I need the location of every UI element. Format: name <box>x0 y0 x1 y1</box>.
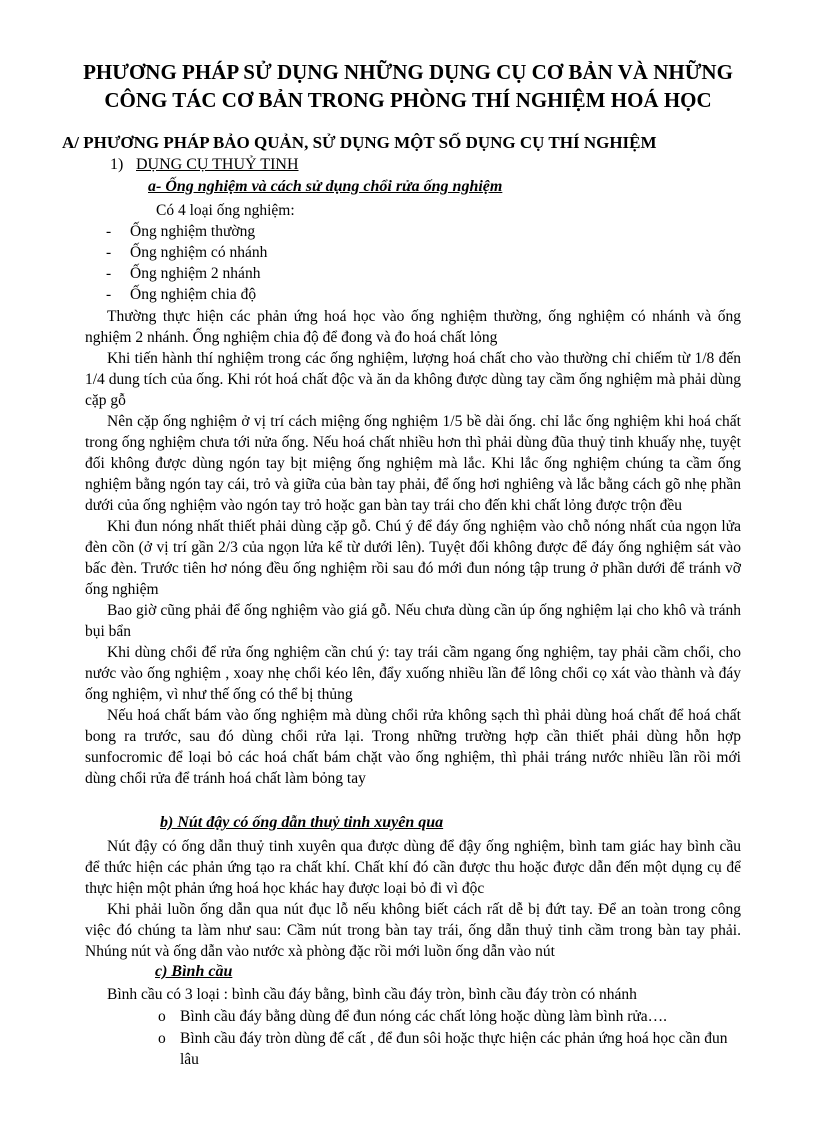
heading-number: 1) <box>110 156 124 173</box>
subheading-a: a- Ống nghiệm và cách sử dụng chổi rửa ống nghiệm <box>148 178 503 195</box>
list-item: - Ống nghiệm 2 nhánh <box>106 265 261 282</box>
paragraph: Khi phải luồn ống dẫn qua nút đục lỗ nếu không biết cách rất dễ bị đứt tay. Để an toàn trong công việc đó chúng ta làm như sau: Cầm nút trong bàn tay trái, ống dẫn thuỷ tinh cầm trong bàn tay phải. Nhúng nút và ống dẫn vào nước xà phòng đặc rồi mới luồn ống dẫn vào nút <box>85 901 741 960</box>
paragraph: Khi dùng chổi để rửa ống nghiệm cần chú ý: tay trái cầm ngang ống nghiệm, tay phải cầm chổi, cho nước vào ống nghiệm , xoay nhẹ chổi kéo lên, đẩy xuống nhiều lần để lông chổi cọ xát vào thành và đáy ống nghiệm, vì như thế ống có thể bị thủng <box>85 644 741 703</box>
section-a-body <box>85 306 741 789</box>
list-item: - Ống nghiệm thường <box>106 223 256 240</box>
paragraph: Thường thực hiện các phản ứng hoá học vào ống nghiệm thường, ống nghiệm có nhánh và ống nghiệm 2 nhánh. Ống nghiệm chia độ để đong và đo hoá chất lỏng <box>85 308 741 346</box>
list-item: o Bình cầu đáy bằng dùng để đun nóng các chất lỏng hoặc dùng làm bình rửa…. <box>158 1008 668 1025</box>
paragraph: Nếu hoá chất bám vào ống nghiệm mà dùng chổi rửa không sạch thì phải dùng hoá chất để hoá chất bong ra trước, sau đó dùng chổi rửa lại. Trong những trường hợp cần thiết phải dùng hỗn hợp sunfocromic để loại bỏ các hoá chất bám chặt vào ống nghiệm, thì phải tráng nước nhiều lần rồi mới dùng chổi rửa để tránh hoá chất làm bỏng tay <box>85 707 741 787</box>
paragraph: Bao giờ cũng phải để ống nghiệm vào giá gỗ. Nếu chưa dùng cần úp ống nghiệm lại cho khô và tránh bụi bẩn <box>85 602 741 640</box>
paragraph: Nút đậy có ống dẫn thuỷ tinh xuyên qua được dùng để đậy ống nghiệm, bình tam giác hay bình cầu để thức hiện các phản ứng tạo ra chất khí. Chất khí đó cần được thu hoặc được dẫn đến một dụng cụ để thực hiện một phản ứng hoá học khác hay được loại bỏ đi vì độc <box>85 838 741 897</box>
heading-text: DỤNG CỤ THUỶ TINH <box>136 156 299 173</box>
section-b-body <box>85 836 741 962</box>
document-title-line-2: CÔNG TÁC CƠ BẢN TRONG PHÒNG THÍ NGHIỆM HOÁ HỌC <box>104 88 712 112</box>
paragraph: Nên cặp ống nghiệm ở vị trí cách miệng ống nghiệm 1/5 bề dài ống. chỉ lắc ống nghiệm khi hoá chất trong ống nghiệm chưa tới nửa ống. Nếu hoá chất nhiều hơn thì phải dùng đũa thuỷ tinh khuấy nhẹ, tuyệt đối không được dùng ngón tay bịt miệng ống nghiệm mà lắc. Khi lắc ống nghiệm chúng ta cầm ống nghiệm bằng ngón tay cái, trỏ và giữa của bàn tay phải, để ống hơi nghiêng và lắc bằng cách gõ nhẹ phần dưới của ống nghiệm vào ngón tay trỏ hoặc gan bàn tay trái cho đến khi chất lỏng được trộn đều <box>85 413 741 514</box>
test-tube-intro: Có 4 loại ống nghiệm: <box>156 202 295 219</box>
heading-glassware <box>110 156 299 174</box>
subheading-c: c) Bình cầu <box>155 963 233 980</box>
flask-list <box>158 1006 738 1071</box>
section-a-heading: A/ PHƯƠNG PHÁP BẢO QUẢN, SỬ DỤNG MỘT SỐ DỤNG CỤ THÍ NGHIỆM <box>62 133 657 152</box>
flask-intro: Bình cầu có 3 loại : bình cầu đáy bằng, bình cầu đáy tròn, bình cầu đáy tròn có nhánh <box>107 986 637 1003</box>
subheading-b: b) Nút đậy có ống dẫn thuỷ tinh xuyên qua <box>160 814 444 831</box>
document-title-line-1: PHƯƠNG PHÁP SỬ DỤNG NHỮNG DỤNG CỤ CƠ BẢN VÀ NHỮNG <box>83 60 733 84</box>
list-item: o Bình cầu đáy tròn dùng để cất , để đun sôi hoặc thực hiện các phản ứng hoá học cần đun lâu <box>158 1030 728 1068</box>
paragraph: Khi tiến hành thí nghiệm trong các ống nghiệm, lượng hoá chất cho vào thường chỉ chiếm từ 1/8 đến 1/4 dung tích của ống. Khi rót hoá chất độc và ăn da không được dùng tay cầm ống nghiệm mà phải dùng cặp gỗ <box>85 350 741 409</box>
paragraph: Khi đun nóng nhất thiết phải dùng cặp gỗ. Chú ý để đáy ống nghiệm vào chỗ nóng nhất của ngọn lửa đèn cồn (ở vị trí gần 2/3 của ngọn lửa kể từ dưới lên). Tuyệt đối không được để đáy ống nghiệm sát vào bấc đèn. Trước tiên hơ nóng đều ống nghiệm rồi sau đó mới đun nóng tập trung ở phần dưới để tránh vỡ ống nghiệm <box>85 518 741 598</box>
list-item: - Ống nghiệm chia độ <box>106 286 257 303</box>
list-item: - Ống nghiệm có nhánh <box>106 244 268 261</box>
